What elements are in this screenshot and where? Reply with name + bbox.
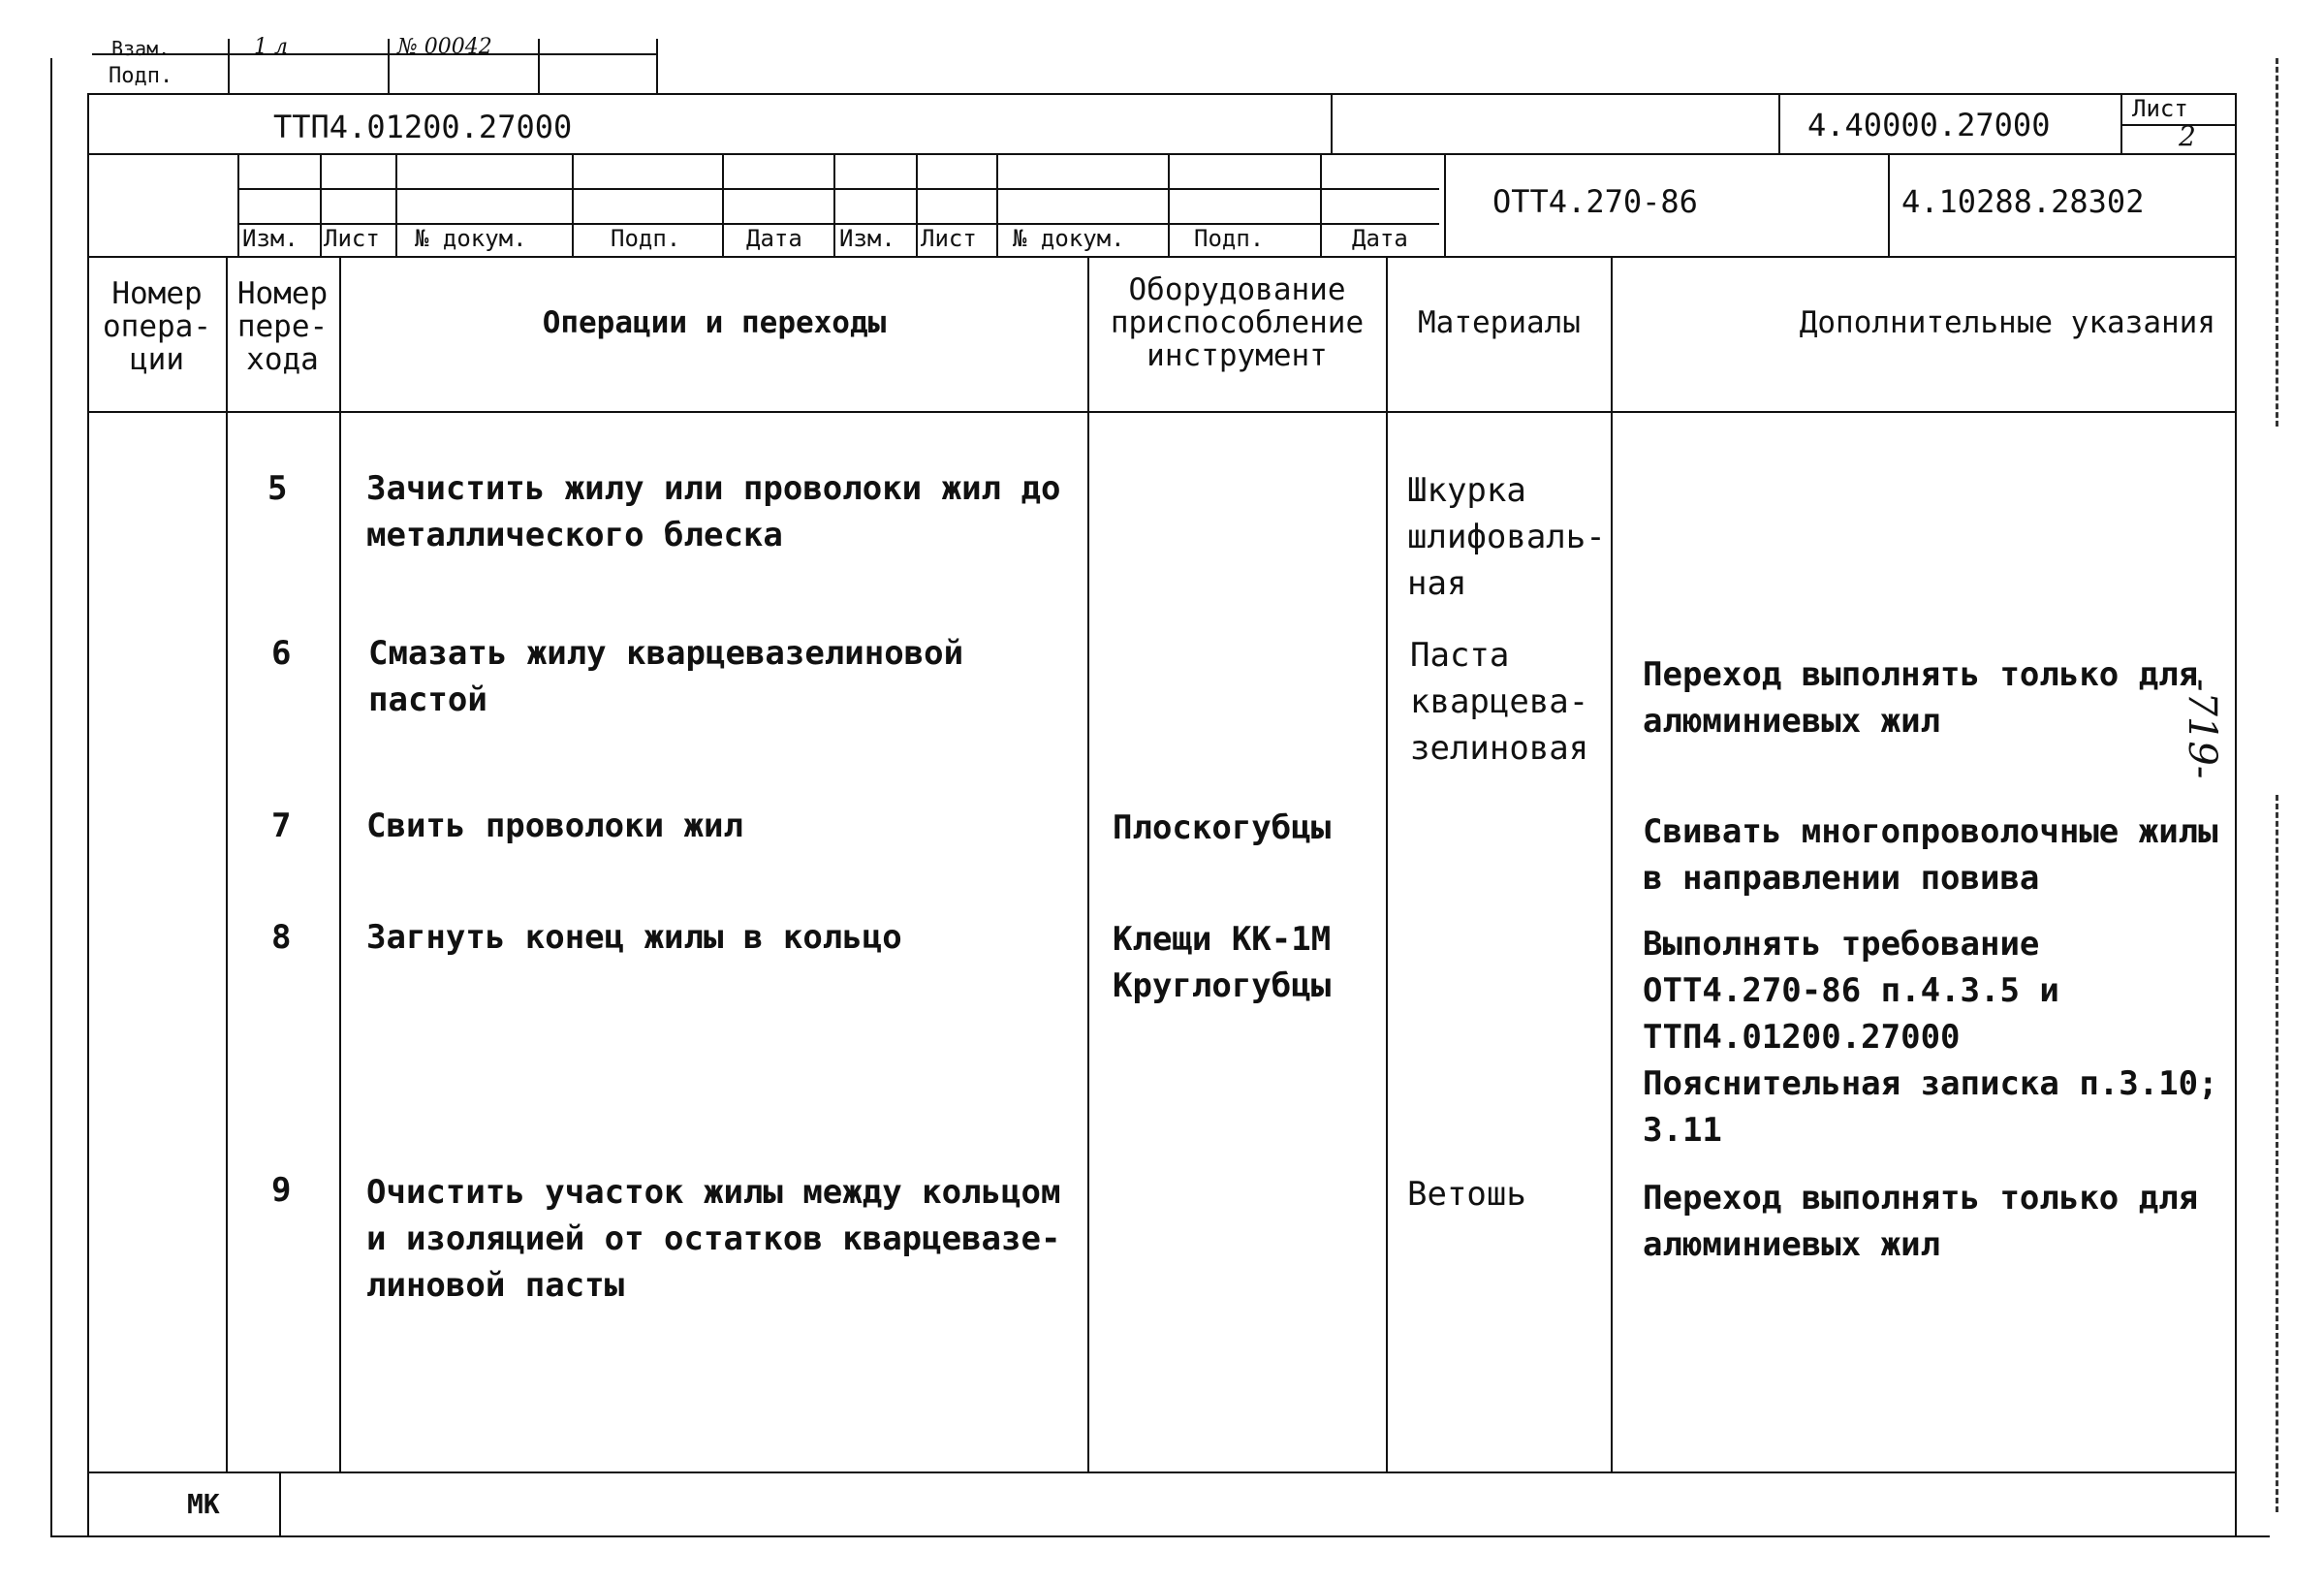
stamp-label-replace: Взам.: [111, 37, 171, 60]
change-header-9: Подп.: [1194, 225, 1265, 252]
table-row-operation: Загнуть конец жилы в кольцо: [366, 918, 902, 957]
reference-standard: ОТТ4.270-86: [1492, 183, 1698, 220]
sheet-number: 2: [2179, 120, 2196, 152]
stamp-inventory-number: № 00042: [397, 35, 492, 59]
table-row-material: Ветошь: [1407, 1175, 1526, 1214]
change-header-8: № докум.: [1013, 225, 1125, 252]
change-header-5: Дата: [746, 225, 802, 252]
table-row-note: Выполнять требование ОТТ4.270-86 п.4.3.5 и ТТП4.01200.27000 Пояснительная записка п.3.10; 3.11: [1643, 925, 2218, 1150]
table-row-operation: Смазать жилу кварцевазелиновой пастой: [368, 634, 964, 719]
header-operations: Операции и переходы: [542, 305, 887, 340]
table-row-num: 6: [271, 634, 292, 673]
table-row-num: 7: [271, 807, 292, 845]
table-row-note: Свивать многопроволочные жилы в направлении повива: [1643, 812, 2218, 898]
table-row-note: Переход выполнять только для алюминиевых жил: [1643, 1179, 2199, 1264]
reference-number: 4.10288.28302: [1901, 183, 2145, 220]
change-header-4: Подп.: [611, 225, 681, 252]
change-header-7: Лист: [921, 225, 977, 252]
header-operation-number: Номер опера- ции: [103, 276, 211, 377]
document-code-left: ТТП4.01200.27000: [273, 109, 573, 145]
header-transition-number: Номер пере- хода: [236, 276, 329, 377]
change-header-10: Дата: [1352, 225, 1408, 252]
table-row-material: Паста кварцева- зелиновая: [1410, 636, 1589, 768]
table-row-equipment: Плоскогубцы: [1113, 808, 1332, 847]
table-row-equipment: Клещи КК-1М Круглогубцы: [1113, 920, 1332, 1005]
header-materials: Материалы: [1418, 305, 1581, 340]
table-row-num: 8: [271, 918, 292, 957]
table-row-operation: Зачистить жилу или проволоки жил до металлического блеска: [366, 469, 1061, 554]
form-code: МК: [187, 1488, 220, 1520]
table-row-operation: Очистить участок жилы между кольцом и изоляцией от остатков кварцевазе- линовой пасты: [366, 1173, 1061, 1305]
table-row-material: Шкурка шлифоваль- ная: [1407, 471, 1606, 603]
change-header-6: Изм.: [839, 225, 895, 252]
stamp-inventory-value: 1 л: [254, 35, 288, 59]
change-header-2: Лист: [324, 225, 380, 252]
header-equipment: Оборудование приспособление инструмент: [1110, 272, 1365, 373]
sheet-label: Лист: [2132, 95, 2188, 122]
table-row-num: 5: [267, 469, 288, 508]
table-row-note: Переход выполнять только для алюминиевых жил: [1643, 655, 2199, 741]
header-notes: Дополнительные указания: [1799, 305, 2215, 340]
document-code-right: 4.40000.27000: [1807, 107, 2051, 143]
table-row-num: 9: [271, 1171, 292, 1210]
change-header-3: № докум.: [415, 225, 527, 252]
stamp-label-signature: Подп.: [109, 64, 173, 88]
change-header-1: Изм.: [242, 225, 298, 252]
table-row-operation: Свить проволоки жил: [366, 807, 743, 845]
page-mark: -719-: [2180, 679, 2224, 779]
